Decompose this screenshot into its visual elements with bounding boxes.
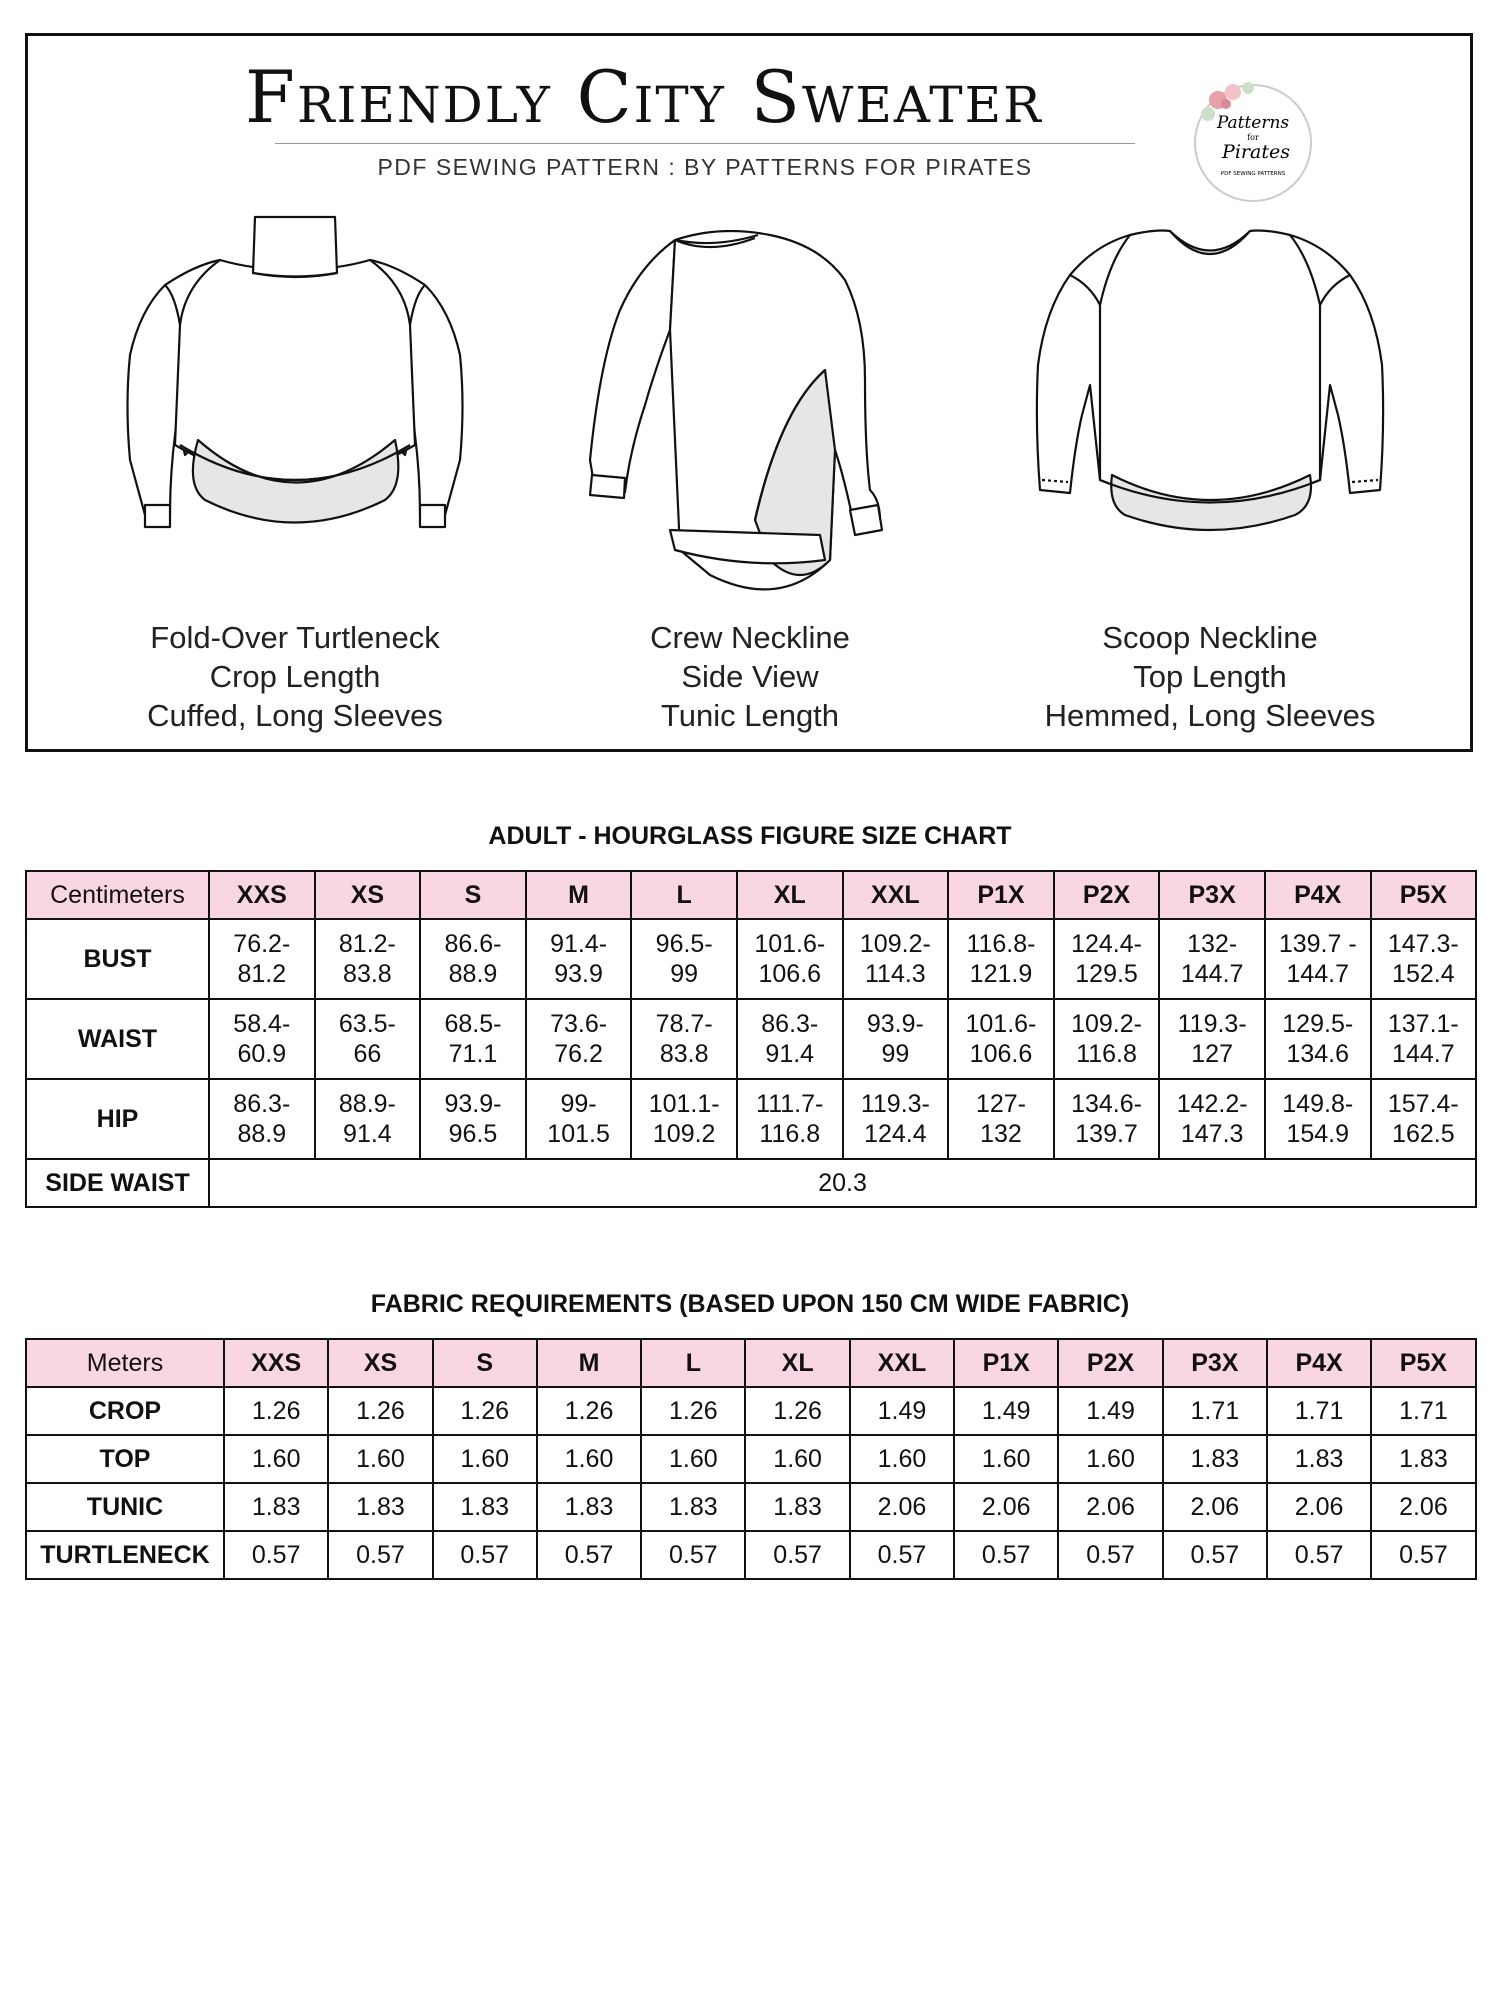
- row-label: TUNIC: [26, 1483, 224, 1531]
- fabric-row-crop: [26, 1387, 1476, 1435]
- measurement-line: 99: [670, 960, 699, 988]
- measurement-cell: [1371, 1079, 1477, 1159]
- size-header: P4X: [1267, 1339, 1371, 1387]
- measurement-line: 147.3-: [1387, 930, 1459, 958]
- size-header: S: [433, 1339, 537, 1387]
- measurement-line: 114.3: [865, 960, 926, 988]
- measurement-cell: [1159, 999, 1265, 1079]
- yardage-cell: 1.83: [1163, 1435, 1267, 1483]
- yardage-cell: 1.26: [745, 1387, 849, 1435]
- yardage-cell: 1.49: [850, 1387, 954, 1435]
- measurement-line: 91.4: [765, 1040, 815, 1068]
- yardage-cell: 0.57: [433, 1531, 537, 1579]
- style-caption-scoop: [990, 618, 1430, 735]
- yardage-cell: 0.57: [224, 1531, 328, 1579]
- yardage-cell: 2.06: [850, 1483, 954, 1531]
- size-header: L: [631, 871, 737, 919]
- measurement-cell: [631, 999, 737, 1079]
- measurement-line: 99: [881, 1040, 910, 1068]
- yardage-cell: 1.60: [328, 1435, 432, 1483]
- brand-logo: [1188, 78, 1318, 208]
- size-header: XXS: [224, 1339, 328, 1387]
- size-header: P1X: [948, 871, 1054, 919]
- yardage-cell: 1.49: [1058, 1387, 1162, 1435]
- yardage-cell: 2.06: [954, 1483, 1058, 1531]
- yardage-cell: 0.57: [328, 1531, 432, 1579]
- yardage-cell: 1.60: [641, 1435, 745, 1483]
- size-row-bust: [26, 919, 1476, 999]
- measurement-cell: [1371, 919, 1477, 999]
- measurement-cell: [948, 1079, 1054, 1159]
- size-header: P2X: [1058, 1339, 1162, 1387]
- measurement-line: 58.4-: [233, 1010, 291, 1038]
- measurement-cell: [1265, 919, 1371, 999]
- measurement-line: 121.9: [969, 960, 1033, 988]
- measurement-cell: [315, 999, 421, 1079]
- measurement-line: 127: [1191, 1040, 1233, 1068]
- measurement-line: 142.2-: [1176, 1090, 1248, 1118]
- caption-line: Fold-Over Turtleneck: [150, 620, 440, 655]
- scoop-top-sketch: [1020, 225, 1400, 535]
- logo-tagline: PDF SEWING PATTERNS: [1220, 171, 1286, 177]
- measurement-line: 78.7-: [655, 1010, 713, 1038]
- measurement-cell: [631, 919, 737, 999]
- measurement-line: 71.1: [448, 1040, 498, 1068]
- caption-line: Tunic Length: [660, 698, 840, 733]
- caption-line: Side View: [681, 659, 819, 694]
- caption-line: Scoop Neckline: [1102, 620, 1318, 655]
- yardage-cell: 1.60: [224, 1435, 328, 1483]
- measurement-line: 132-: [1187, 930, 1238, 958]
- measurement-line: 144.7: [1392, 1040, 1455, 1068]
- yardage-cell: 0.57: [1371, 1531, 1475, 1579]
- size-header: P3X: [1163, 1339, 1267, 1387]
- measurement-line: 127-: [975, 1090, 1026, 1118]
- row-label: TURTLENECK: [26, 1531, 224, 1579]
- size-header: XS: [328, 1339, 432, 1387]
- measurement-line: 76.2-: [233, 930, 291, 958]
- yardage-cell: 2.06: [1058, 1483, 1162, 1531]
- measurement-line: 134.6-: [1071, 1090, 1142, 1118]
- measurement-line: 139.7: [1075, 1120, 1138, 1148]
- row-label: SIDE WAIST: [26, 1159, 209, 1207]
- measurement-line: 93.9-: [444, 1090, 502, 1118]
- unit-label: Centimeters: [26, 871, 209, 919]
- measurement-line: 116.8-: [966, 930, 1036, 958]
- measurement-line: 101.6-: [754, 930, 826, 958]
- measurement-line: 106.6: [969, 1040, 1033, 1068]
- measurement-line: 81.2-: [338, 930, 396, 958]
- measurement-line: 93.9: [554, 960, 603, 988]
- yardage-cell: 1.83: [1267, 1435, 1371, 1483]
- measurement-line: 86.6-: [444, 930, 502, 958]
- size-row-waist: [26, 999, 1476, 1079]
- measurement-line: 124.4: [864, 1120, 927, 1148]
- measurement-cell: [315, 919, 421, 999]
- fabric-chart-header-row: [26, 1339, 1476, 1387]
- yardage-cell: 1.83: [224, 1483, 328, 1531]
- yardage-cell: 1.71: [1267, 1387, 1371, 1435]
- measurement-cell: [948, 919, 1054, 999]
- size-header: XXL: [850, 1339, 954, 1387]
- yardage-cell: 1.83: [537, 1483, 641, 1531]
- yardage-cell: 2.06: [1267, 1483, 1371, 1531]
- fabric-row-top: [26, 1435, 1476, 1483]
- measurement-cell: [420, 999, 526, 1079]
- yardage-cell: 1.26: [433, 1387, 537, 1435]
- fabric-chart-title: FABRIC REQUIREMENTS (BASED UPON 150 CM WIDE FABRIC): [370, 1290, 1130, 1318]
- size-header: XXL: [843, 871, 949, 919]
- yardage-cell: 0.57: [641, 1531, 745, 1579]
- measurement-line: 162.5: [1392, 1120, 1455, 1148]
- measurement-line: 106.6: [758, 960, 822, 988]
- size-row-side-waist: [26, 1159, 1476, 1207]
- size-header: XL: [745, 1339, 849, 1387]
- measurement-line: 129.5-: [1282, 1010, 1354, 1038]
- measurement-cell: [526, 999, 632, 1079]
- measurement-cell: [1371, 999, 1477, 1079]
- size-header: S: [420, 871, 526, 919]
- measurement-line: 99-: [560, 1090, 597, 1118]
- measurement-cell: [420, 919, 526, 999]
- measurement-line: 109.2-: [859, 930, 931, 958]
- yardage-cell: 1.60: [850, 1435, 954, 1483]
- measurement-line: 101.6-: [965, 1010, 1037, 1038]
- measurement-line: 154.9: [1286, 1120, 1350, 1148]
- row-label: BUST: [26, 919, 209, 999]
- yardage-cell: 0.57: [1267, 1531, 1371, 1579]
- yardage-cell: 1.71: [1163, 1387, 1267, 1435]
- measurement-cell: [1054, 1079, 1160, 1159]
- size-header: L: [641, 1339, 745, 1387]
- measurement-line: 101.1-: [648, 1090, 720, 1118]
- measurement-cell: [315, 1079, 421, 1159]
- measurement-line: 88.9: [237, 1120, 287, 1148]
- size-header: XS: [315, 871, 421, 919]
- size-header: P5X: [1371, 871, 1477, 919]
- row-label: CROP: [26, 1387, 224, 1435]
- measurement-cell: [1265, 999, 1371, 1079]
- measurement-cell: [948, 999, 1054, 1079]
- fabric-row-turtleneck: [26, 1531, 1476, 1579]
- title-divider: [275, 143, 1135, 144]
- measurement-line: 83.8: [343, 960, 392, 988]
- yardage-cell: 1.26: [641, 1387, 745, 1435]
- measurement-line: 109.2: [652, 1120, 716, 1148]
- caption-line: Crew Neckline: [650, 620, 850, 655]
- size-header: M: [526, 871, 632, 919]
- fabric-row-tunic: [26, 1483, 1476, 1531]
- yardage-cell: 0.57: [745, 1531, 849, 1579]
- yardage-cell: 1.83: [641, 1483, 745, 1531]
- yardage-cell: 1.26: [224, 1387, 328, 1435]
- unit-label: Meters: [26, 1339, 224, 1387]
- measurement-cell: [1159, 1079, 1265, 1159]
- size-row-hip: [26, 1079, 1476, 1159]
- measurement-cell: [420, 1079, 526, 1159]
- measurement-line: 91.4: [343, 1120, 392, 1148]
- yardage-cell: 1.83: [328, 1483, 432, 1531]
- measurement-line: 86.3-: [761, 1010, 819, 1038]
- yardage-cell: 1.83: [433, 1483, 537, 1531]
- size-chart-table: [25, 870, 1477, 1208]
- yardage-cell: 1.60: [433, 1435, 537, 1483]
- yardage-cell: 2.06: [1371, 1483, 1475, 1531]
- measurement-cell: [1054, 919, 1160, 999]
- yardage-cell: 1.83: [745, 1483, 849, 1531]
- yardage-cell: 0.57: [850, 1531, 954, 1579]
- logo-word-2: for: [1247, 133, 1259, 142]
- measurement-cell: [209, 919, 315, 999]
- measurement-line: 91.4-: [550, 930, 608, 958]
- size-header: P2X: [1054, 871, 1160, 919]
- measurement-line: 137.1-: [1387, 1010, 1459, 1038]
- yardage-cell: 1.49: [954, 1387, 1058, 1435]
- measurement-cell: [631, 1079, 737, 1159]
- yardage-cell: 0.57: [537, 1531, 641, 1579]
- measurement-line: 149.8-: [1282, 1090, 1354, 1118]
- yardage-cell: 1.26: [328, 1387, 432, 1435]
- measurement-line: 116.8: [1076, 1040, 1137, 1068]
- yardage-cell: 0.57: [1058, 1531, 1162, 1579]
- yardage-cell: 2.06: [1163, 1483, 1267, 1531]
- size-header: P1X: [954, 1339, 1058, 1387]
- yardage-cell: 0.57: [1163, 1531, 1267, 1579]
- measurement-line: 73.6-: [550, 1010, 608, 1038]
- measurement-line: 132: [980, 1120, 1022, 1148]
- measurement-cell: [209, 999, 315, 1079]
- measurement-cell: [526, 919, 632, 999]
- turtleneck-crop-sketch: [105, 215, 485, 535]
- measurement-line: 119.3-: [1177, 1010, 1247, 1038]
- size-header: P5X: [1371, 1339, 1475, 1387]
- measurement-cell: [737, 1079, 843, 1159]
- measurement-line: 96.5: [448, 1120, 498, 1148]
- size-header: P3X: [1159, 871, 1265, 919]
- row-label: HIP: [26, 1079, 209, 1159]
- measurement-cell: [843, 1079, 949, 1159]
- measurement-cell: [843, 999, 949, 1079]
- logo-word-3: Pirates: [1222, 141, 1290, 163]
- size-header: XL: [737, 871, 843, 919]
- measurement-line: 88.9: [448, 960, 498, 988]
- yardage-cell: 1.60: [537, 1435, 641, 1483]
- measurement-line: 152.4: [1392, 960, 1455, 988]
- measurement-line: 63.5-: [338, 1010, 396, 1038]
- measurement-line: 101.5: [547, 1120, 610, 1148]
- logo-word-1: Patterns: [1216, 113, 1290, 133]
- page-title: Friendly City Sweater: [245, 55, 1043, 139]
- fabric-chart-table: [25, 1338, 1477, 1580]
- caption-line: Hemmed, Long Sleeves: [1044, 698, 1376, 733]
- measurement-line: 119.3-: [860, 1090, 930, 1118]
- measurement-line: 96.5-: [655, 930, 713, 958]
- row-label: WAIST: [26, 999, 209, 1079]
- measurement-line: 76.2: [554, 1040, 603, 1068]
- caption-line: Crop Length: [209, 659, 381, 694]
- size-header: M: [537, 1339, 641, 1387]
- measurement-line: 124.4-: [1071, 930, 1142, 958]
- style-caption-turtleneck: [75, 618, 515, 735]
- measurement-line: 144.7: [1286, 960, 1350, 988]
- page-subtitle: PDF SEWING PATTERN : BY PATTERNS FOR PIRATES: [377, 154, 1033, 180]
- row-label: TOP: [26, 1435, 224, 1483]
- measurement-line: 66: [353, 1040, 382, 1068]
- measurement-line: 144.7: [1180, 960, 1244, 988]
- yardage-cell: 1.60: [954, 1435, 1058, 1483]
- measurement-line: 86.3-: [233, 1090, 291, 1118]
- measurement-line: 109.2-: [1071, 1010, 1142, 1038]
- measurement-line: 147.3: [1180, 1120, 1244, 1148]
- measurement-line: 111.7-: [756, 1090, 824, 1118]
- measurement-cell: [737, 919, 843, 999]
- measurement-cell: [1265, 1079, 1371, 1159]
- measurement-line: 139.7 -: [1278, 930, 1357, 958]
- measurement-cell: [209, 1079, 315, 1159]
- yardage-cell: 1.60: [745, 1435, 849, 1483]
- measurement-cell: [1054, 999, 1160, 1079]
- size-header: P4X: [1265, 871, 1371, 919]
- measurement-line: 129.5: [1075, 960, 1138, 988]
- size-header: XXS: [209, 871, 315, 919]
- measurement-line: 68.5-: [444, 1010, 502, 1038]
- caption-line: Cuffed, Long Sleeves: [147, 698, 443, 733]
- measurement-line: 60.9: [237, 1040, 287, 1068]
- measurement-cell: [526, 1079, 632, 1159]
- measurement-cell: [737, 999, 843, 1079]
- yardage-cell: 1.83: [1371, 1435, 1475, 1483]
- style-caption-crew: [530, 618, 970, 735]
- measurement-line: 157.4-: [1387, 1090, 1459, 1118]
- yardage-cell: 0.57: [954, 1531, 1058, 1579]
- measurement-line: 83.8: [659, 1040, 709, 1068]
- yardage-cell: 1.26: [537, 1387, 641, 1435]
- measurement-line: 88.9-: [338, 1090, 396, 1118]
- size-chart-title: ADULT - HOURGLASS FIGURE SIZE CHART: [488, 822, 1012, 850]
- measurement-cell: [843, 919, 949, 999]
- measurement-line: 116.8: [759, 1120, 821, 1148]
- crew-tunic-side-sketch: [580, 230, 910, 610]
- yardage-cell: 1.71: [1371, 1387, 1475, 1435]
- measurement-line: 81.2: [237, 960, 287, 988]
- side-waist-value: 20.3: [209, 1159, 1476, 1207]
- caption-line: Top Length: [1133, 659, 1287, 694]
- measurement-line: 134.6: [1286, 1040, 1350, 1068]
- size-chart-header-row: [26, 871, 1476, 919]
- yardage-cell: 1.60: [1058, 1435, 1162, 1483]
- measurement-line: 93.9-: [866, 1010, 924, 1038]
- measurement-cell: [1159, 919, 1265, 999]
